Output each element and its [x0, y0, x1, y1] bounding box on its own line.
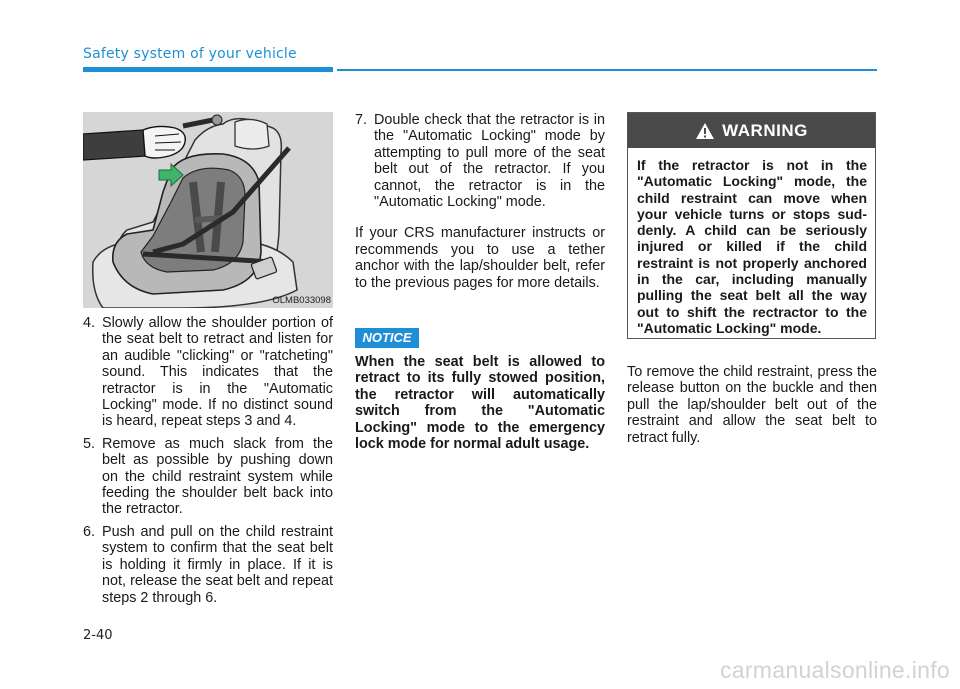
step-number: 6.	[83, 523, 96, 540]
child-seat-illustration	[83, 112, 333, 308]
step-text: Push and pull on the child restraint system to confirm that the seat belt is holding it firmly in place. If it is not, release the seat belt and repeat steps 2 through 6.	[102, 523, 333, 606]
step-number: 5.	[83, 435, 96, 452]
remove-paragraph: To remove the child restraint, press the release button on the buckle and then pull the lap/shoulder belt out of the restraint and allow the seat belt to retract fully.	[627, 364, 877, 446]
notice-badge: NOTICE	[355, 328, 419, 348]
list-item	[355, 112, 605, 210]
page-number: 2-40	[83, 628, 113, 643]
warning-triangle-icon	[695, 122, 715, 140]
right-column	[627, 364, 877, 446]
warning-box	[627, 112, 876, 339]
step-text: Slowly allow the shoulder portion of the seat belt to retract and listen for an audible "clicking" or "ratcheting" sound. This indicates that the retractor is in the "Automatic Locking" mode. If no distinct sound is heard, repeat steps 3 and 4.	[102, 315, 333, 430]
steps-list-left	[83, 315, 333, 612]
list-item	[83, 436, 333, 518]
step-text: Double check that the retractor is in the "Automatic Locking" mode by attempting to pull more of the seat belt out of the retractor. If you cannot, the retractor is in the "Automatic Locking" mode.	[374, 112, 605, 211]
figure-code: OLMB033098	[272, 295, 331, 306]
middle-column	[355, 112, 605, 291]
watermark: carmanualsonline.info	[719, 657, 950, 683]
header-rule-thick	[83, 67, 333, 72]
header-rule-thin	[337, 69, 877, 71]
warning-label: WARNING	[722, 120, 808, 140]
notice-text: When the seat belt is allowed to retract to its fully stowed position, the retractor will automatically switch from the "Automatic Locking" mode to the emergency lock mode for normal adult usage.	[355, 354, 605, 453]
child-seat-drawing	[83, 112, 333, 308]
section-title: Safety system of your vehicle	[83, 46, 297, 62]
list-item	[83, 524, 333, 606]
list-item	[83, 315, 333, 430]
step-text: Remove as much slack from the belt as possible by pushing down on the child restraint system while feeding the shoulder belt back into the retractor.	[102, 435, 333, 518]
warning-header	[628, 113, 875, 148]
step-number: 4.	[83, 315, 96, 331]
tether-paragraph: If your CRS manufacturer instructs or recommends you to use a tether anchor with the lap/shoulder belt, refer to the previous pages for more details.	[355, 225, 605, 291]
warning-text: If the retractor is not in the "Automatic Locking" mode, the child restraint can move when your vehicle turns or stops sud-denly. A child can be seriously injured or killed if the child restraint is not properly anchored in the car, including manually pulling the seat belt all the way out to shift the rectractor to the "Automatic Locking" mode.	[637, 157, 867, 336]
step-number: 7.	[355, 112, 368, 128]
